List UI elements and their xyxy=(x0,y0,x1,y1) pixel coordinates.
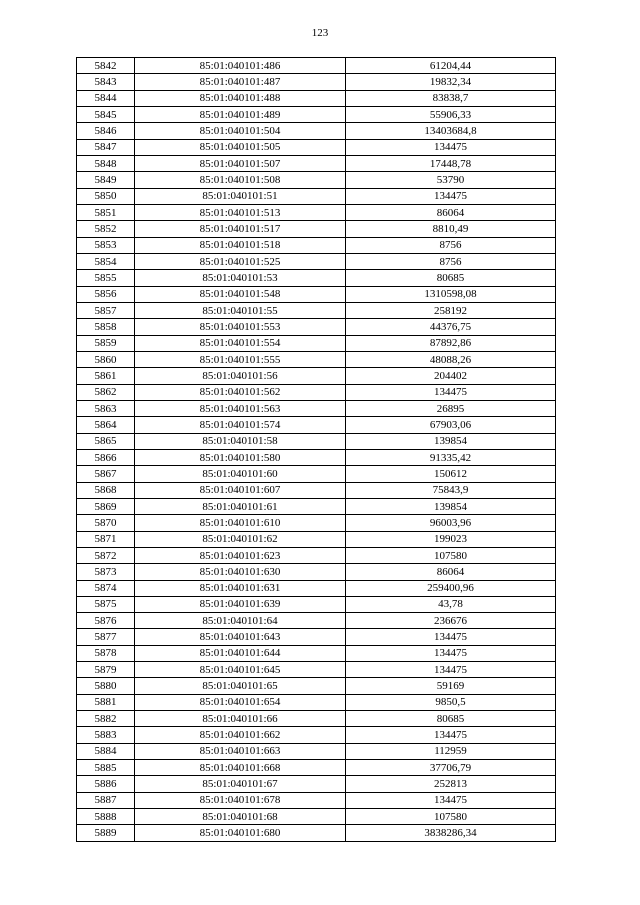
table-row xyxy=(77,596,556,612)
cadastral-number-cell: 85:01:040101:663 xyxy=(135,743,346,759)
row-number-cell: 5881 xyxy=(77,694,135,710)
table-row xyxy=(77,613,556,629)
cadastral-value-cell: 96003,96 xyxy=(346,515,556,531)
table-row xyxy=(77,237,556,253)
cadastral-number-cell: 85:01:040101:58 xyxy=(135,433,346,449)
cadastral-number-cell: 85:01:040101:580 xyxy=(135,449,346,465)
cadastral-number-cell: 85:01:040101:554 xyxy=(135,335,346,351)
row-number-cell: 5848 xyxy=(77,155,135,171)
cadastral-number-cell: 85:01:040101:51 xyxy=(135,188,346,204)
row-number-cell: 5878 xyxy=(77,645,135,661)
cadastral-number-cell: 85:01:040101:563 xyxy=(135,400,346,416)
cadastral-value-cell: 134475 xyxy=(346,188,556,204)
cadastral-number-cell: 85:01:040101:630 xyxy=(135,564,346,580)
cadastral-value-cell: 86064 xyxy=(346,204,556,220)
cadastral-value-cell: 258192 xyxy=(346,302,556,318)
table-row xyxy=(77,270,556,286)
cadastral-value-cell: 150612 xyxy=(346,466,556,482)
table-row xyxy=(77,662,556,678)
row-number-cell: 5866 xyxy=(77,449,135,465)
table-row xyxy=(77,629,556,645)
cadastral-value-cell: 55906,33 xyxy=(346,106,556,122)
table-row xyxy=(77,172,556,188)
cadastral-number-cell: 85:01:040101:507 xyxy=(135,155,346,171)
row-number-cell: 5879 xyxy=(77,662,135,678)
table-row xyxy=(77,760,556,776)
cadastral-number-cell: 85:01:040101:488 xyxy=(135,90,346,106)
row-number-cell: 5856 xyxy=(77,286,135,302)
cadastral-number-cell: 85:01:040101:553 xyxy=(135,319,346,335)
cadastral-value-cell: 112959 xyxy=(346,743,556,759)
cadastral-number-cell: 85:01:040101:631 xyxy=(135,580,346,596)
table-row xyxy=(77,547,556,563)
table-body xyxy=(77,58,556,842)
row-number-cell: 5857 xyxy=(77,302,135,318)
cadastral-value-cell: 87892,86 xyxy=(346,335,556,351)
row-number-cell: 5842 xyxy=(77,58,135,74)
cadastral-value-cell: 134475 xyxy=(346,384,556,400)
cadastral-value-cell: 53790 xyxy=(346,172,556,188)
table-row xyxy=(77,825,556,841)
table-row xyxy=(77,466,556,482)
row-number-cell: 5886 xyxy=(77,776,135,792)
row-number-cell: 5862 xyxy=(77,384,135,400)
row-number-cell: 5882 xyxy=(77,711,135,727)
row-number-cell: 5877 xyxy=(77,629,135,645)
table-row xyxy=(77,302,556,318)
cadastral-number-cell: 85:01:040101:64 xyxy=(135,613,346,629)
table-row xyxy=(77,188,556,204)
cadastral-number-cell: 85:01:040101:645 xyxy=(135,662,346,678)
cadastral-value-cell: 44376,75 xyxy=(346,319,556,335)
row-number-cell: 5845 xyxy=(77,106,135,122)
table-row xyxy=(77,564,556,580)
table-row xyxy=(77,711,556,727)
cadastral-value-cell: 80685 xyxy=(346,711,556,727)
row-number-cell: 5859 xyxy=(77,335,135,351)
row-number-cell: 5865 xyxy=(77,433,135,449)
row-number-cell: 5869 xyxy=(77,498,135,514)
cadastral-value-cell: 139854 xyxy=(346,498,556,514)
cadastral-number-cell: 85:01:040101:61 xyxy=(135,498,346,514)
row-number-cell: 5873 xyxy=(77,564,135,580)
cadastral-value-cell: 59169 xyxy=(346,678,556,694)
cadastral-value-cell: 252813 xyxy=(346,776,556,792)
row-number-cell: 5849 xyxy=(77,172,135,188)
cadastral-number-cell: 85:01:040101:504 xyxy=(135,123,346,139)
cadastral-number-cell: 85:01:040101:610 xyxy=(135,515,346,531)
cadastral-value-cell: 19832,34 xyxy=(346,74,556,90)
cadastral-value-cell: 134475 xyxy=(346,139,556,155)
row-number-cell: 5847 xyxy=(77,139,135,155)
table-row xyxy=(77,74,556,90)
row-number-cell: 5860 xyxy=(77,351,135,367)
table-row xyxy=(77,694,556,710)
cadastral-value-cell: 67903,06 xyxy=(346,417,556,433)
cadastral-value-cell: 259400,96 xyxy=(346,580,556,596)
cadastral-number-cell: 85:01:040101:680 xyxy=(135,825,346,841)
row-number-cell: 5874 xyxy=(77,580,135,596)
row-number-cell: 5884 xyxy=(77,743,135,759)
cadastral-number-cell: 85:01:040101:67 xyxy=(135,776,346,792)
cadastral-value-cell: 9850,5 xyxy=(346,694,556,710)
row-number-cell: 5846 xyxy=(77,123,135,139)
row-number-cell: 5889 xyxy=(77,825,135,841)
table-row xyxy=(77,645,556,661)
table-row xyxy=(77,417,556,433)
cadastral-number-cell: 85:01:040101:66 xyxy=(135,711,346,727)
cadastral-number-cell: 85:01:040101:55 xyxy=(135,302,346,318)
cadastral-number-cell: 85:01:040101:644 xyxy=(135,645,346,661)
cadastral-number-cell: 85:01:040101:668 xyxy=(135,760,346,776)
cadastral-number-cell: 85:01:040101:508 xyxy=(135,172,346,188)
table-row xyxy=(77,515,556,531)
cadastral-value-cell: 8756 xyxy=(346,237,556,253)
row-number-cell: 5868 xyxy=(77,482,135,498)
cadastral-value-cell: 107580 xyxy=(346,547,556,563)
table-row xyxy=(77,123,556,139)
row-number-cell: 5858 xyxy=(77,319,135,335)
table-row xyxy=(77,335,556,351)
table-row xyxy=(77,221,556,237)
table-row xyxy=(77,433,556,449)
table-row xyxy=(77,58,556,74)
row-number-cell: 5887 xyxy=(77,792,135,808)
cadastral-number-cell: 85:01:040101:513 xyxy=(135,204,346,220)
cadastral-value-cell: 26895 xyxy=(346,400,556,416)
cadastral-number-cell: 85:01:040101:607 xyxy=(135,482,346,498)
table-row xyxy=(77,727,556,743)
cadastral-value-cell: 83838,7 xyxy=(346,90,556,106)
cadastral-value-cell: 13403684,8 xyxy=(346,123,556,139)
row-number-cell: 5855 xyxy=(77,270,135,286)
cadastral-value-cell: 236676 xyxy=(346,613,556,629)
cadastral-number-cell: 85:01:040101:678 xyxy=(135,792,346,808)
row-number-cell: 5872 xyxy=(77,547,135,563)
cadastral-number-cell: 85:01:040101:65 xyxy=(135,678,346,694)
cadastral-value-cell: 204402 xyxy=(346,368,556,384)
cadastral-number-cell: 85:01:040101:654 xyxy=(135,694,346,710)
table-row xyxy=(77,139,556,155)
row-number-cell: 5852 xyxy=(77,221,135,237)
cadastral-value-cell: 37706,79 xyxy=(346,760,556,776)
table-row xyxy=(77,776,556,792)
cadastral-value-cell: 134475 xyxy=(346,662,556,678)
cadastral-number-cell: 85:01:040101:643 xyxy=(135,629,346,645)
cadastral-value-cell: 134475 xyxy=(346,629,556,645)
table-row xyxy=(77,498,556,514)
cadastral-value-cell: 48088,26 xyxy=(346,351,556,367)
table-row xyxy=(77,155,556,171)
cadastral-number-cell: 85:01:040101:574 xyxy=(135,417,346,433)
cadastral-number-cell: 85:01:040101:639 xyxy=(135,596,346,612)
cadastral-number-cell: 85:01:040101:505 xyxy=(135,139,346,155)
table-row xyxy=(77,482,556,498)
cadastral-number-cell: 85:01:040101:62 xyxy=(135,531,346,547)
cadastral-value-cell: 80685 xyxy=(346,270,556,286)
page-number: 123 xyxy=(311,27,329,39)
row-number-cell: 5844 xyxy=(77,90,135,106)
table-row xyxy=(77,286,556,302)
cadastral-value-cell: 3838286,34 xyxy=(346,825,556,841)
cadastral-value-cell: 61204,44 xyxy=(346,58,556,74)
cadastral-value-cell: 17448,78 xyxy=(346,155,556,171)
row-number-cell: 5871 xyxy=(77,531,135,547)
table-row xyxy=(77,90,556,106)
row-number-cell: 5854 xyxy=(77,253,135,269)
cadastral-number-cell: 85:01:040101:518 xyxy=(135,237,346,253)
cadastral-number-cell: 85:01:040101:487 xyxy=(135,74,346,90)
row-number-cell: 5888 xyxy=(77,809,135,825)
table-row xyxy=(77,449,556,465)
cadastral-value-cell: 1310598,08 xyxy=(346,286,556,302)
table-row xyxy=(77,809,556,825)
cadastral-number-cell: 85:01:040101:662 xyxy=(135,727,346,743)
table-row xyxy=(77,531,556,547)
table-row xyxy=(77,400,556,416)
cadastral-number-cell: 85:01:040101:517 xyxy=(135,221,346,237)
cadastral-number-cell: 85:01:040101:68 xyxy=(135,809,346,825)
row-number-cell: 5876 xyxy=(77,613,135,629)
cadastral-number-cell: 85:01:040101:548 xyxy=(135,286,346,302)
row-number-cell: 5864 xyxy=(77,417,135,433)
table-row xyxy=(77,351,556,367)
table-row xyxy=(77,106,556,122)
cadastral-value-cell: 75843,9 xyxy=(346,482,556,498)
cadastral-number-cell: 85:01:040101:555 xyxy=(135,351,346,367)
table-row xyxy=(77,368,556,384)
cadastral-number-cell: 85:01:040101:53 xyxy=(135,270,346,286)
table-row xyxy=(77,204,556,220)
row-number-cell: 5880 xyxy=(77,678,135,694)
cadastral-value-cell: 139854 xyxy=(346,433,556,449)
cadastral-number-cell: 85:01:040101:525 xyxy=(135,253,346,269)
cadastral-number-cell: 85:01:040101:623 xyxy=(135,547,346,563)
table-row xyxy=(77,580,556,596)
cadastral-number-cell: 85:01:040101:489 xyxy=(135,106,346,122)
row-number-cell: 5861 xyxy=(77,368,135,384)
row-number-cell: 5867 xyxy=(77,466,135,482)
cadastral-number-cell: 85:01:040101:60 xyxy=(135,466,346,482)
row-number-cell: 5885 xyxy=(77,760,135,776)
row-number-cell: 5875 xyxy=(77,596,135,612)
cadastral-value-cell: 91335,42 xyxy=(346,449,556,465)
row-number-cell: 5850 xyxy=(77,188,135,204)
cadastral-value-cell: 8756 xyxy=(346,253,556,269)
cadastral-number-cell: 85:01:040101:56 xyxy=(135,368,346,384)
row-number-cell: 5883 xyxy=(77,727,135,743)
row-number-cell: 5843 xyxy=(77,74,135,90)
cadastral-number-cell: 85:01:040101:486 xyxy=(135,58,346,74)
table-row xyxy=(77,253,556,269)
table-row xyxy=(77,743,556,759)
cadastral-value-cell: 134475 xyxy=(346,792,556,808)
cadastral-value-cell: 199023 xyxy=(346,531,556,547)
row-number-cell: 5863 xyxy=(77,400,135,416)
cadastral-value-cell: 134475 xyxy=(346,727,556,743)
cadastral-value-table xyxy=(76,57,556,842)
cadastral-value-cell: 8810,49 xyxy=(346,221,556,237)
cadastral-number-cell: 85:01:040101:562 xyxy=(135,384,346,400)
cadastral-value-cell: 43,78 xyxy=(346,596,556,612)
row-number-cell: 5870 xyxy=(77,515,135,531)
table-row xyxy=(77,678,556,694)
cadastral-value-cell: 107580 xyxy=(346,809,556,825)
cadastral-value-cell: 86064 xyxy=(346,564,556,580)
table-row xyxy=(77,384,556,400)
cadastral-value-cell: 134475 xyxy=(346,645,556,661)
table-row xyxy=(77,792,556,808)
row-number-cell: 5851 xyxy=(77,204,135,220)
table-row xyxy=(77,319,556,335)
row-number-cell: 5853 xyxy=(77,237,135,253)
